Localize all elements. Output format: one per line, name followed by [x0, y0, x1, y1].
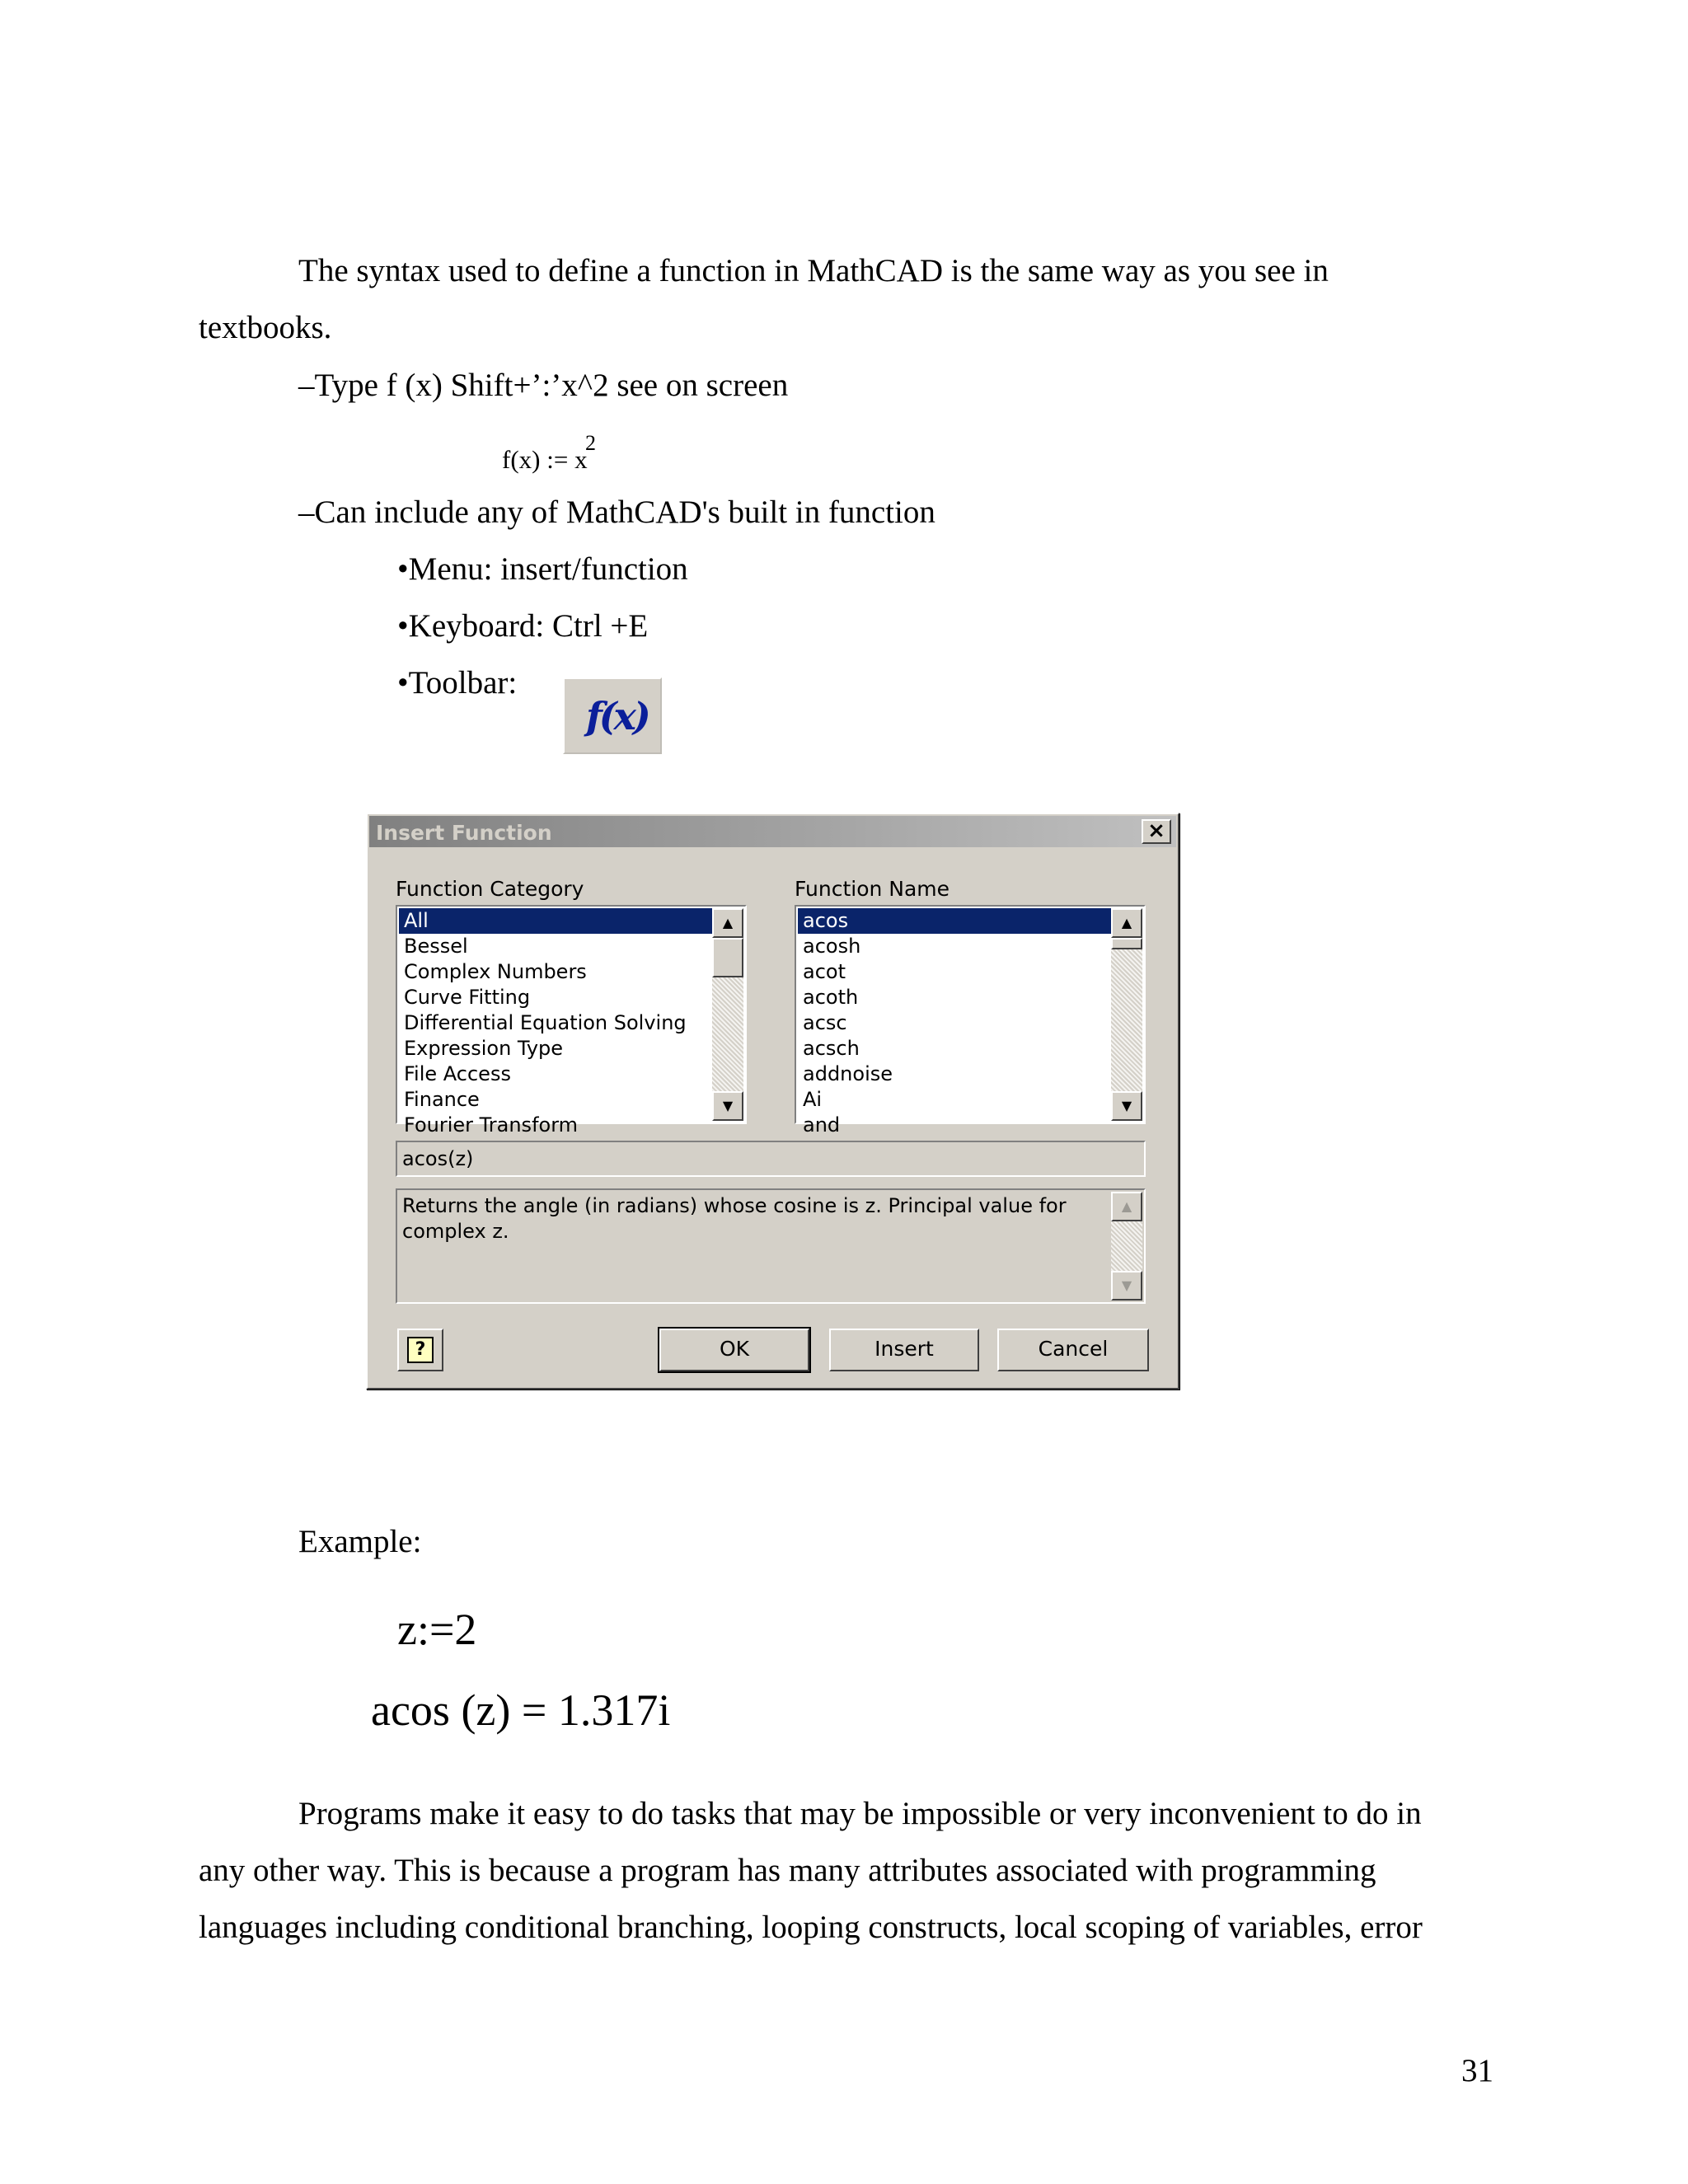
programs-text-line-1: Programs make it easy to do tasks that may be impossible or very inconvenient to do in — [298, 1796, 1422, 1831]
ok-button[interactable]: OK — [659, 1329, 809, 1371]
insert-function-toolbar-button[interactable] — [563, 677, 662, 754]
function-definition-exponent: 2 — [585, 431, 596, 455]
function-item-acoth[interactable]: acoth — [803, 986, 859, 1009]
category-item-all[interactable]: All — [399, 908, 712, 934]
function-signature-field — [396, 1141, 1146, 1177]
category-items — [399, 908, 712, 1138]
programs-text-line-3: languages including conditional branching, looping constructs, local scoping of variables, error — [199, 1910, 1423, 1945]
dialog-titlebar — [369, 816, 1176, 847]
function-signature: acos(z) — [402, 1147, 474, 1170]
help-button[interactable] — [397, 1329, 443, 1371]
category-item-differential-equation-solving[interactable]: Differential Equation Solving — [404, 1011, 687, 1034]
category-item-finance[interactable]: Finance — [404, 1088, 480, 1111]
toolbar-bullet: •Toolbar: — [397, 665, 518, 701]
function-category-list[interactable] — [396, 905, 747, 1137]
function-description-line-2: complex z. — [402, 1220, 509, 1243]
category-item-file-access[interactable]: File Access — [404, 1062, 511, 1085]
function-item-ai[interactable]: Ai — [803, 1088, 823, 1111]
function-items — [798, 908, 1111, 1138]
menu-bullet: •Menu: insert/function — [397, 551, 688, 587]
category-item-fourier-transform[interactable]: Fourier Transform — [404, 1113, 579, 1137]
keyboard-bullet: •Keyboard: Ctrl +E — [397, 608, 649, 644]
scroll-down-arrow-icon[interactable]: ▼ — [712, 1091, 743, 1121]
function-name-list[interactable] — [795, 905, 1146, 1137]
function-item-addnoise[interactable]: addnoise — [803, 1062, 893, 1085]
scroll-up-arrow-icon[interactable]: ▲ — [1111, 908, 1142, 938]
category-item-expression-type[interactable]: Expression Type — [404, 1037, 564, 1060]
intro-text-line-1: The syntax used to define a function in MathCAD is the same way as you see in — [298, 253, 1329, 288]
function-description-box — [396, 1188, 1146, 1304]
scroll-down-arrow-icon[interactable]: ▼ — [1111, 1271, 1142, 1301]
dialog-title: Insert Function — [376, 821, 552, 845]
function-item-acos[interactable]: acos — [798, 908, 1111, 934]
cancel-button[interactable]: Cancel — [997, 1329, 1149, 1371]
function-scroll-thumb[interactable] — [1111, 938, 1142, 949]
fx-icon: f(x) — [586, 694, 648, 738]
intro-text-line-2: textbooks. — [199, 310, 332, 345]
function-scrollbar[interactable] — [1111, 908, 1142, 1121]
help-icon: ? — [407, 1337, 434, 1363]
scroll-down-arrow-icon[interactable]: ▼ — [1111, 1091, 1142, 1121]
close-icon: × — [1147, 818, 1165, 843]
function-item-acot[interactable]: acot — [803, 960, 846, 983]
example-result: acos (z) = 1.317i — [371, 1685, 671, 1735]
example-label: Example: — [298, 1524, 422, 1559]
function-item-acsc[interactable]: acsc — [803, 1011, 847, 1034]
example-assignment: z:=2 — [397, 1605, 477, 1654]
function-item-and[interactable]: and — [803, 1113, 841, 1137]
insert-function-dialog — [366, 813, 1179, 1390]
scroll-up-arrow-icon[interactable]: ▲ — [1111, 1192, 1142, 1221]
function-item-acosh[interactable]: acosh — [803, 935, 861, 958]
function-description-line-1: Returns the angle (in radians) whose cosine is z. Principal value for — [402, 1194, 1067, 1217]
type-instruction: –Type f (x) Shift+’:’x^2 see on screen — [298, 368, 789, 403]
scroll-up-arrow-icon[interactable]: ▲ — [712, 908, 743, 938]
description-scrollbar[interactable] — [1111, 1192, 1142, 1301]
function-definition: f(x) := x — [502, 445, 588, 474]
programs-text-line-2: any other way. This is because a program has many attributes associated with programming — [199, 1853, 1376, 1888]
builtin-function-line: –Can include any of MathCAD's built in function — [298, 494, 935, 530]
category-scrollbar[interactable] — [712, 908, 743, 1121]
category-item-bessel[interactable]: Bessel — [404, 935, 468, 958]
insert-button[interactable]: Insert — [829, 1329, 979, 1371]
page-number: 31 — [1461, 2053, 1493, 2088]
function-name-label: Function Name — [795, 877, 950, 901]
function-category-label: Function Category — [396, 877, 584, 901]
category-item-curve-fitting[interactable]: Curve Fitting — [404, 986, 531, 1009]
category-item-complex-numbers[interactable]: Complex Numbers — [404, 960, 587, 983]
close-button[interactable] — [1142, 819, 1171, 844]
category-scroll-thumb[interactable] — [712, 938, 743, 977]
function-item-acsch[interactable]: acsch — [803, 1037, 860, 1060]
